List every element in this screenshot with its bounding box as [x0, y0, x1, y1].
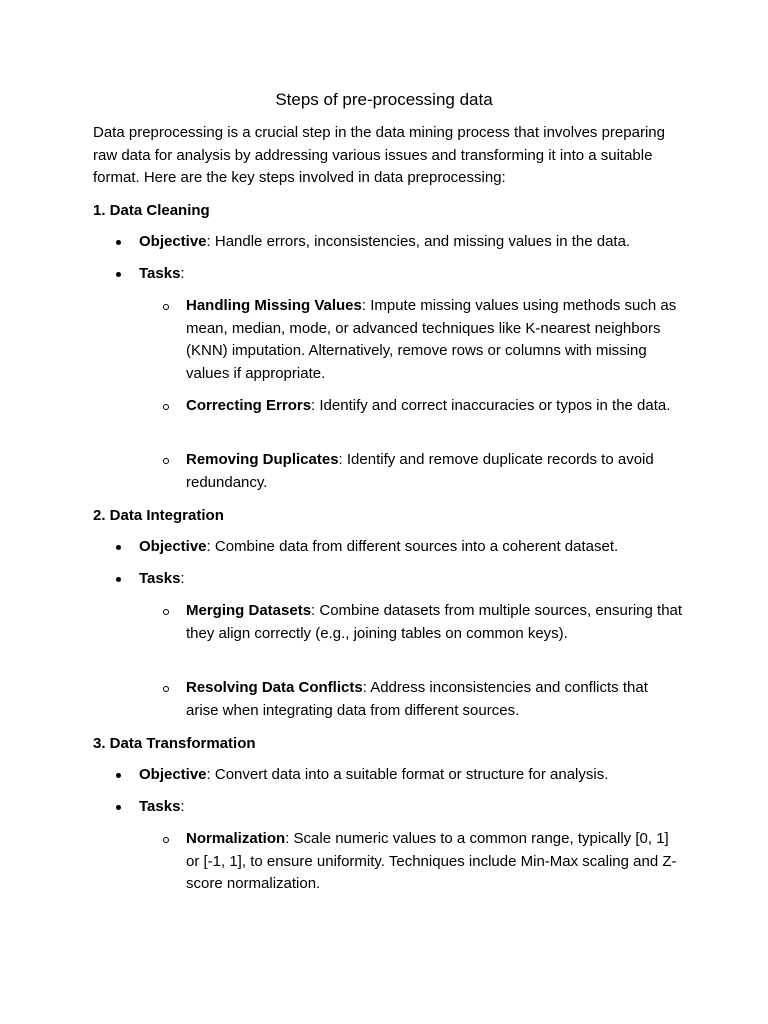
- bullet-circle-icon: [163, 686, 169, 692]
- task-item-normalization: [186, 828, 684, 896]
- task-item-text: : Scale numeric values to a common range, typically [0, 1] or [-1, 1], to ensure uniformity. Techniques include Min-Max scaling and Z-score normalization.: [186, 830, 677, 892]
- task-item-resolving-data-conflicts: [186, 677, 684, 722]
- section-heading-data-transformation: 3. Data Transformation: [93, 735, 256, 752]
- bullet-objective-data-integration: [139, 536, 684, 559]
- bullet-circle-icon: [163, 609, 169, 615]
- tasks-label: Tasks: [139, 570, 181, 587]
- task-item-text: : Impute missing values using methods such as mean, median, mode, or advanced techniques like K-nearest neighbors (KNN) imputation. Alternatively, remove rows or columns with missing values if appropriate.: [186, 297, 677, 382]
- bullet-tasks-data-transformation: [139, 796, 684, 819]
- task-item-label: Resolving Data Conflicts: [186, 679, 363, 696]
- objective-text: : Convert data into a suitable format or structure for analysis.: [206, 766, 609, 783]
- bullet-circle-icon: [163, 404, 169, 410]
- bullet-dot-icon: [116, 272, 121, 277]
- objective-label: Objective: [139, 766, 207, 783]
- task-item-removing-duplicates: [186, 449, 684, 494]
- task-item-label: Merging Datasets: [186, 602, 312, 619]
- tasks-colon: :: [180, 570, 185, 587]
- bullet-dot-icon: [116, 577, 121, 582]
- bullet-circle-icon: [163, 304, 169, 310]
- bullet-objective-data-cleaning: [139, 231, 684, 254]
- task-item-text: : Address inconsistencies and conflicts that arise when integrating data from different sources.: [186, 679, 648, 719]
- tasks-colon: :: [180, 798, 185, 815]
- task-item-label: Removing Duplicates: [186, 451, 339, 468]
- task-item-text: : Combine datasets from multiple sources, ensuring that they align correctly (e.g., joining tables on common keys).: [186, 602, 683, 642]
- task-item-text: : Identify and correct inaccuracies or typos in the data.: [311, 397, 671, 414]
- task-item-label: Normalization: [186, 830, 286, 847]
- bullet-circle-icon: [163, 837, 169, 843]
- objective-text: : Combine data from different sources into a coherent dataset.: [206, 538, 619, 555]
- tasks-label: Tasks: [139, 265, 181, 282]
- section-heading-data-cleaning: 1. Data Cleaning: [93, 202, 210, 219]
- objective-label: Objective: [139, 233, 207, 250]
- section-heading-data-integration: 2. Data Integration: [93, 507, 224, 524]
- bullet-dot-icon: [116, 773, 121, 778]
- task-item-label: Correcting Errors: [186, 397, 312, 414]
- bullet-dot-icon: [116, 805, 121, 810]
- task-item-text: : Identify and remove duplicate records to avoid redundancy.: [186, 451, 654, 491]
- bullet-objective-data-transformation: [139, 764, 684, 787]
- bullet-dot-icon: [116, 240, 121, 245]
- task-item-handling-missing-values: [186, 295, 684, 385]
- bullet-tasks-data-integration: [139, 568, 684, 591]
- tasks-label: Tasks: [139, 798, 181, 815]
- objective-text: : Handle errors, inconsistencies, and missing values in the data.: [206, 233, 631, 250]
- task-item-merging-datasets: [186, 600, 684, 645]
- bullet-circle-icon: [163, 458, 169, 464]
- document-title: Steps of pre-processing data: [275, 90, 493, 109]
- tasks-colon: :: [180, 265, 185, 282]
- objective-label: Objective: [139, 538, 207, 555]
- bullet-dot-icon: [116, 545, 121, 550]
- task-item-correcting-errors: [186, 395, 684, 418]
- intro-paragraph: Data preprocessing is a crucial step in the data mining process that involves preparing raw data for analysis by addressing various issues and transforming it into a suitable format. Here are the key steps involved in data preprocessing:: [93, 124, 665, 186]
- bullet-tasks-data-cleaning: [139, 263, 684, 286]
- task-item-label: Handling Missing Values: [186, 297, 362, 314]
